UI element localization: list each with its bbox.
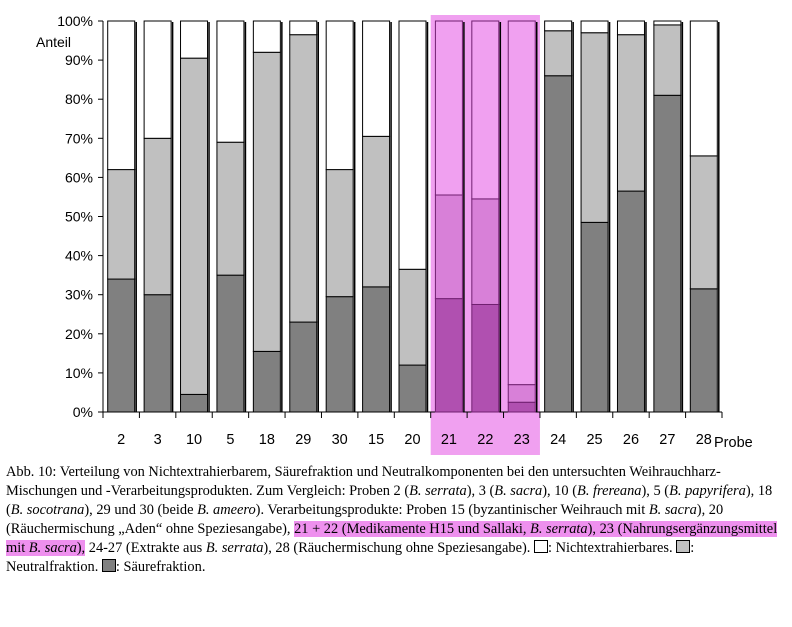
bar-neutralfraktion-2 <box>108 170 135 279</box>
bar-neutralfraktion-20 <box>399 269 426 365</box>
y-tick-label: 40% <box>64 247 93 264</box>
caption-text: ), 10 ( <box>542 483 578 499</box>
bar-surefraktion-18 <box>253 351 280 412</box>
legend-label-nichtextrahierbares: : Nichtextrahierbares. <box>547 540 677 556</box>
bar-surefraktion-26 <box>617 191 644 412</box>
bar-nichtextrahierbares-28 <box>690 21 717 156</box>
x-tick-label: 21 <box>440 432 457 448</box>
caption-text: ), <box>76 540 86 556</box>
bar-neutralfraktion-22 <box>472 199 499 305</box>
bar-neutralfraktion-25 <box>581 33 608 223</box>
bar-surefraktion-24 <box>545 76 572 412</box>
y-tick-label: 0% <box>72 404 93 420</box>
caption-text: 21 + 22 (Medikamente H15 und Sallaki, <box>294 521 531 537</box>
bar-nichtextrahierbares-3 <box>144 21 171 138</box>
bar-neutralfraktion-30 <box>326 170 353 297</box>
bar-neutralfraktion-21 <box>435 195 462 299</box>
bar-neutralfraktion-26 <box>617 35 644 191</box>
caption-text: ), 23 (Nahrungsergänzungsmittel mit <box>6 521 778 556</box>
x-tick-label: 5 <box>226 432 235 448</box>
bars <box>108 21 719 412</box>
x-tick-label: 2 <box>117 432 126 448</box>
y-tick-label: 60% <box>64 169 93 186</box>
x-tick-label: 20 <box>404 432 421 448</box>
y-tick-label: 30% <box>64 286 93 303</box>
x-tick-label: 24 <box>550 432 567 448</box>
bar-neutralfraktion-15 <box>363 136 390 287</box>
bar-nichtextrahierbares-27 <box>654 21 681 25</box>
legend-swatch-nichtextrahierbares <box>534 540 548 553</box>
bar-surefraktion-29 <box>290 322 317 412</box>
legend-swatch-neutralfraktion <box>676 540 690 553</box>
caption-text: Abb. 10: Verteilung von Nichtextrahierbarem, Säurefraktion und Neutralkomponenten bei den untersuchten Weihrauchharz-Mischungen und -Verarbeitungsprodukten. Zum Vergleich: Proben 2 ( <box>6 464 721 499</box>
bar-nichtextrahierbares-18 <box>253 21 280 52</box>
bar-surefraktion-30 <box>326 297 353 412</box>
x-tick-label: 26 <box>622 432 640 448</box>
bar-neutralfraktion-28 <box>690 156 717 289</box>
caption-species: B. serrata <box>409 483 467 499</box>
bar-surefraktion-27 <box>654 95 681 412</box>
bar-surefraktion-5 <box>217 275 244 412</box>
bar-neutralfraktion-29 <box>290 35 317 322</box>
caption-text: ), 3 ( <box>466 483 495 499</box>
bar-neutralfraktion-5 <box>217 142 244 275</box>
bar-neutralfraktion-27 <box>654 25 681 95</box>
y-tick-label: 50% <box>64 208 93 225</box>
caption-text: ), 20 (Räuchermischung „Aden“ ohne Speziesangabe), <box>6 502 724 537</box>
y-tick-label: 80% <box>64 91 93 108</box>
caption-species: B. serrata <box>530 521 588 537</box>
bar-surefraktion-25 <box>581 222 608 412</box>
bar-neutralfraktion-3 <box>144 138 171 294</box>
bar-nichtextrahierbares-21 <box>435 21 462 195</box>
caption-text: 24-27 (Extrakte aus <box>85 540 206 556</box>
bar-nichtextrahierbares-25 <box>581 21 608 33</box>
bar-surefraktion-28 <box>690 289 717 412</box>
bar-surefraktion-3 <box>144 295 171 412</box>
bar-surefraktion-22 <box>472 304 499 412</box>
caption-text: ), 28 (Räuchermischung ohne Speziesangabe). <box>263 540 534 556</box>
x-tick-label: 29 <box>295 432 312 448</box>
y-tick-label: 10% <box>64 364 93 381</box>
x-tick-label: 3 <box>153 432 162 448</box>
bar-nichtextrahierbares-10 <box>181 21 208 58</box>
bar-nichtextrahierbares-2 <box>108 21 135 170</box>
caption-species: B. frereana <box>577 483 642 499</box>
figure-caption <box>6 463 786 577</box>
x-tick-label: 10 <box>185 432 203 448</box>
bar-surefraktion-20 <box>399 365 426 412</box>
bar-neutralfraktion-24 <box>545 31 572 76</box>
x-tick-label: 25 <box>586 432 603 448</box>
y-tick-label: 100% <box>57 13 93 29</box>
bar-neutralfraktion-10 <box>181 58 208 394</box>
x-tick-label: 22 <box>477 432 494 448</box>
bar-neutralfraktion-18 <box>253 52 280 351</box>
bar-neutralfraktion-23 <box>508 385 535 403</box>
bar-nichtextrahierbares-20 <box>399 21 426 269</box>
legend-swatch-saeurefraktion <box>102 559 116 572</box>
y-tick-label: 70% <box>64 130 93 147</box>
bar-nichtextrahierbares-26 <box>617 21 644 35</box>
caption-text: ), 18 ( <box>6 483 773 518</box>
caption-species: B. socotrana <box>10 502 85 518</box>
bar-surefraktion-15 <box>363 287 390 412</box>
bar-surefraktion-2 <box>108 279 135 412</box>
y-axis-label: Anteil <box>36 34 72 50</box>
legend-label-neutralfraktion: : Neutralfraktion. <box>6 540 695 575</box>
x-axis-label: Probe <box>714 435 753 451</box>
caption-text: ). Verarbeitungsprodukte: Proben 15 (byzantinischer Weihrauch mit <box>255 502 649 518</box>
bar-surefraktion-21 <box>435 299 462 412</box>
y-tick-label: 90% <box>64 52 93 69</box>
bar-surefraktion-10 <box>181 394 208 412</box>
bar-nichtextrahierbares-15 <box>363 21 390 136</box>
x-tick-label: 23 <box>513 432 530 448</box>
legend-label-saeurefraktion: : Säurefraktion. <box>115 559 206 575</box>
x-tick-label: 27 <box>659 432 676 448</box>
caption-species: B. papyrifera <box>669 483 746 499</box>
bar-surefraktion-23 <box>508 402 535 412</box>
caption-species: B. sacra <box>28 540 77 556</box>
caption-species: B. sacra <box>494 483 543 499</box>
x-tick-label: 30 <box>331 432 348 448</box>
bar-nichtextrahierbares-30 <box>326 21 353 170</box>
caption-species: B. ameero <box>197 502 256 518</box>
bar-nichtextrahierbares-29 <box>290 21 317 35</box>
caption-species: B. sacra <box>648 502 697 518</box>
bar-nichtextrahierbares-24 <box>545 21 572 31</box>
caption-species: B. serrata <box>205 540 264 556</box>
x-tick-label: 15 <box>368 432 385 448</box>
bar-nichtextrahierbares-23 <box>508 21 535 385</box>
bar-nichtextrahierbares-22 <box>472 21 499 199</box>
bar-nichtextrahierbares-5 <box>217 21 244 142</box>
x-tick-label: 18 <box>258 432 275 448</box>
caption-text: ), 29 und 30 (beide <box>84 502 198 518</box>
caption-text: ), 5 ( <box>641 483 670 499</box>
x-tick-label: 28 <box>695 432 712 448</box>
y-tick-label: 20% <box>64 325 93 342</box>
